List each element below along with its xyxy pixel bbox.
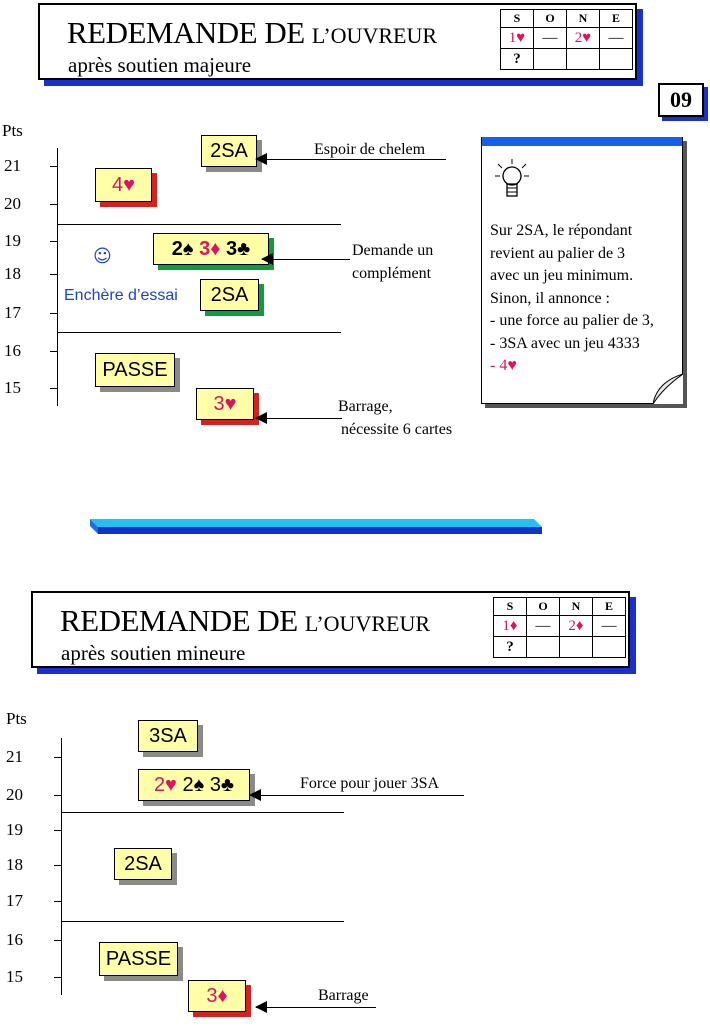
bid-table-bottom (493, 597, 626, 658)
axis-tick (54, 757, 61, 758)
bid-2h: 2♥ (153, 774, 177, 796)
bid-header-n: N (567, 10, 600, 28)
title-top (67, 15, 437, 51)
note-line: - 4♥ (490, 357, 517, 374)
axis-label: 16 (6, 930, 23, 949)
title-frame-top (38, 3, 637, 80)
note-text (490, 220, 654, 378)
enchere-essai-label: Enchère d’essai (64, 287, 178, 304)
axis-tick (50, 351, 57, 352)
annotation-espoir: Espoir de chelem (314, 141, 426, 158)
axis-label: 20 (4, 194, 21, 213)
note-card (481, 137, 683, 404)
axis-label: 21 (4, 156, 21, 175)
lightbulb-icon (492, 156, 532, 206)
bid-card-passe: PASSE (99, 942, 178, 976)
axis-title: Pts (6, 709, 27, 728)
axis-tick (54, 940, 61, 941)
axis-label: 20 (6, 785, 23, 804)
bid-cell: 2♦ (560, 616, 593, 637)
bid-cell: 1♦ (494, 616, 527, 637)
bid-header-s: S (501, 10, 534, 28)
title-top-big: REDEMANDE DE (67, 15, 305, 50)
bid-cell: — (593, 616, 626, 637)
divider-line (57, 332, 341, 333)
bid-cell (560, 637, 593, 658)
axis-label: 17 (6, 891, 23, 910)
bid-cell (593, 637, 626, 658)
note-line: - 3SA avec un jeu 4333 (490, 334, 640, 352)
annotation-force: Force pour jouer 3SA (300, 775, 440, 792)
axis-label: 18 (6, 855, 23, 874)
axis-line (57, 148, 58, 406)
divider-line (61, 812, 344, 813)
separator-bar (90, 519, 542, 534)
bid-card-2sa-top: 2SA (201, 135, 257, 167)
annotation-barrage-2: nécessite 6 cartes (341, 421, 453, 438)
bid-card-2sa-mid: 2SA (200, 279, 259, 311)
divider-line (61, 921, 344, 922)
bid-card-3sa: 3SA (138, 720, 198, 752)
bid-cell (600, 49, 633, 70)
bid-cell: 2♥ (567, 28, 600, 49)
axis-label: 16 (4, 341, 21, 360)
bid-cell: — (534, 28, 567, 49)
axis-tick (54, 830, 61, 831)
note-line: - une force au palier de 3, (490, 312, 654, 329)
axis-title: Pts (2, 121, 23, 140)
axis-tick (50, 388, 57, 389)
bid-header-e: E (593, 598, 626, 616)
axis-tick (54, 901, 61, 902)
axis-tick (54, 865, 61, 866)
bid-cell: ? (494, 637, 527, 658)
arrow-espoir (256, 159, 446, 160)
bid-card-3h: 3♥ (196, 388, 254, 420)
bid-card-3d: 3♦ (188, 980, 246, 1012)
axis-tick (54, 795, 61, 796)
title-top-small: L’OUVREUR (311, 23, 438, 48)
divider-line (57, 224, 341, 225)
axis-label: 17 (4, 303, 21, 322)
bid-card-2h-2s-3c (138, 769, 250, 801)
subtitle-bottom: après soutien mineure (61, 641, 246, 665)
axis-label: 18 (4, 264, 21, 283)
axis-label: 21 (6, 747, 23, 766)
arrow-force (250, 795, 464, 796)
bid-3d: 3♦ (199, 238, 221, 260)
bid-header-s: S (494, 598, 527, 616)
title-bottom-small: L’OUVREUR (304, 611, 431, 636)
bid-cell: ? (501, 49, 534, 70)
arrow-barrage (256, 418, 342, 419)
axis-tick (50, 166, 57, 167)
bid-card-2s-3d-3c (153, 233, 269, 265)
axis-line (61, 738, 62, 995)
note-top-bar (482, 137, 682, 146)
annotation-barrage-1: Barrage, (338, 398, 393, 415)
subtitle-top: après soutien majeure (68, 53, 252, 77)
bid-cell: 1♥ (501, 28, 534, 49)
note-line: Sur 2SA, le répondant (490, 222, 633, 239)
bid-header-o: O (527, 598, 560, 616)
bid-cell: — (527, 616, 560, 637)
bid-2s: 2♠ (171, 238, 194, 260)
axis-label: 19 (4, 231, 21, 250)
page-number: 09 (658, 83, 704, 117)
bid-3c: 3♣ (209, 774, 235, 796)
bid-cell (534, 49, 567, 70)
title-bottom (60, 603, 430, 639)
page-curl-icon (653, 374, 683, 404)
annotation-barrage: Barrage (318, 987, 369, 1004)
bid-cell: — (600, 28, 633, 49)
axis-tick (50, 274, 57, 275)
note-line: avec un jeu minimum. (490, 267, 634, 284)
arrow-demande (262, 259, 350, 260)
neutral-face-icon: ☺ (93, 246, 112, 267)
bid-header-o: O (534, 10, 567, 28)
bid-cell (567, 49, 600, 70)
arrow-barrage (256, 1007, 376, 1008)
axis-tick (54, 977, 61, 978)
annotation-demande-1: Demande un (352, 242, 434, 259)
axis-label: 15 (4, 378, 21, 397)
axis-tick (50, 204, 57, 205)
bid-card-4h: 4♥ (95, 168, 152, 202)
axis-tick (50, 313, 57, 314)
bid-header-n: N (560, 598, 593, 616)
annotation-demande-2: complément (352, 265, 432, 282)
note-line: Sinon, il annonce : (490, 289, 610, 307)
bid-2s: 2♠ (182, 774, 205, 796)
bid-card-2sa: 2SA (114, 848, 172, 880)
bid-card-passe: PASSE (95, 353, 175, 387)
title-bottom-big: REDEMANDE DE (60, 603, 298, 638)
axis-tick (50, 241, 57, 242)
bid-3c: 3♣ (225, 238, 251, 260)
note-line: revient au palier de 3 (490, 244, 626, 262)
bid-header-e: E (600, 10, 633, 28)
axis-label: 15 (6, 967, 23, 986)
bid-table-top (500, 9, 633, 70)
title-frame-bottom (31, 591, 630, 668)
axis-label: 19 (6, 820, 23, 839)
bid-cell (527, 637, 560, 658)
